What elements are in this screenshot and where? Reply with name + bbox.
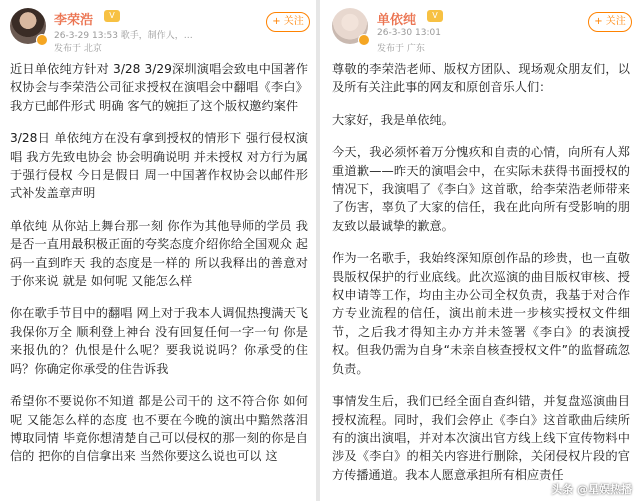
watermark bbox=[551, 481, 632, 497]
post-paragraph: 尊敬的李荣浩老师、版权方团队、现场观众朋友们，以及所有关注此事的网友和原创音乐人们： bbox=[332, 62, 630, 95]
post-paragraph: 今天，我必须怀着万分愧疚和自责的心情，向所有人郑重道歉——昨天的演唱会中，在实际未获得书面授权的情况下，我演唱了《李白》这首歌，给李荣浩老师带来了伤害，辜负了大家的信任，我在此向所有受影响的朋友致以最诚挚的歉意。 bbox=[332, 145, 630, 233]
verified-icon bbox=[36, 34, 48, 46]
post-paragraph: 事情发生后，我们已经全面自查纠错，并复盘巡演曲目授权流程。同时，我们会停止《李白》这首歌曲后续所有的演出演唱，并对本次演出官方线上线下宣传物料中涉及《李白》的相关内容进行删除，关闭侵权片段的官方传播通道。我本人愿意承担所有相应责任 bbox=[332, 394, 630, 482]
username[interactable]: 单依纯 bbox=[377, 13, 417, 28]
post-header bbox=[320, 0, 640, 56]
post-body bbox=[10, 60, 308, 480]
post-header bbox=[0, 0, 316, 56]
watermark-source: 头条 @ bbox=[551, 483, 588, 496]
level-badge-icon: V bbox=[427, 10, 443, 22]
follow-button[interactable]: + 关注 bbox=[588, 12, 632, 32]
post-paragraph: 你在歌手节目中的翻唱 网上对于我本人调侃热搜满天飞 我保你万全 顺利登上神台 没有回复任何一字一句 你是来报仇的？仇恨是什么呢？要我说说吗？你承受的住吗？你确定你承受的住告诉我 bbox=[10, 306, 308, 376]
post-paragraph: 希望你不要说你不知道 都是公司干的 这不符合你 如何呢 又能怎么样的态度 也不要在今晚的演出中黯然落泪博取同情 毕竟你想清楚自己可以侵权的那一刻的你是自信的 把你的自信拿出来 当然你要这么说也可以 这 bbox=[10, 394, 308, 464]
verified-icon bbox=[358, 34, 370, 46]
post-paragraph: 3/28日 单依纯方在没有拿到授权的情形下 强行侵权演唱 我方先致电协会 协会明确说明 并未授权 对方行为属于强行侵权 今日是假日 周一中国著作权协会以邮件形式补发盖章声明 bbox=[10, 131, 308, 201]
post-paragraph: 作为一名歌手，我始终深知原创作品的珍贵，也一直敬畏版权保护的行业底线。此次巡演的曲目版权审核、授权申请等工作，均由主办公司全权负责，我基于对合作方专业流程的信任，演出前未进一步核实授权文件细节，之后我才得知主办方并未签署《李白》的表演授权。但我仍需为自身“未亲自核查授权文件”的监督疏忽负责。 bbox=[332, 251, 630, 376]
watermark-account: 星娱热播 bbox=[588, 483, 632, 496]
post-location: 发布于 北京 bbox=[54, 44, 102, 54]
level-badge-icon: V bbox=[104, 10, 120, 22]
follow-button[interactable]: + 关注 bbox=[266, 12, 310, 32]
post-time-meta: 26-3-29 13:53 歌手，制作人，… bbox=[54, 31, 193, 41]
post-shan-yichun bbox=[320, 0, 640, 501]
username[interactable]: 李荣浩 bbox=[54, 13, 94, 28]
post-paragraph: 单依纯 从你站上舞台那一刻 你作为其他导师的学员 我是否一直用最积极正面的夸奖态度介绍你给全国观众 起码一直到昨天 我的态度是一样的 所以我释出的善意对于你来说 就是 如何呢 又能怎么样 bbox=[10, 218, 308, 289]
post-location: 发布于 广东 bbox=[377, 44, 425, 54]
post-time-meta: 26-3-30 13:01 bbox=[377, 28, 441, 38]
post-li-ronghao bbox=[0, 0, 316, 501]
post-body bbox=[332, 60, 630, 498]
post-paragraph: 大家好，我是单依纯。 bbox=[332, 112, 454, 127]
post-paragraph: 近日单依纯方针对 3/28 3/29深圳演唱会致电中国著作权协会与李荣浩公司征求授权在演唱会中翻唱《李白》我方已邮件形式 明确 客气的婉拒了这个版权邀约案件 bbox=[10, 62, 308, 113]
